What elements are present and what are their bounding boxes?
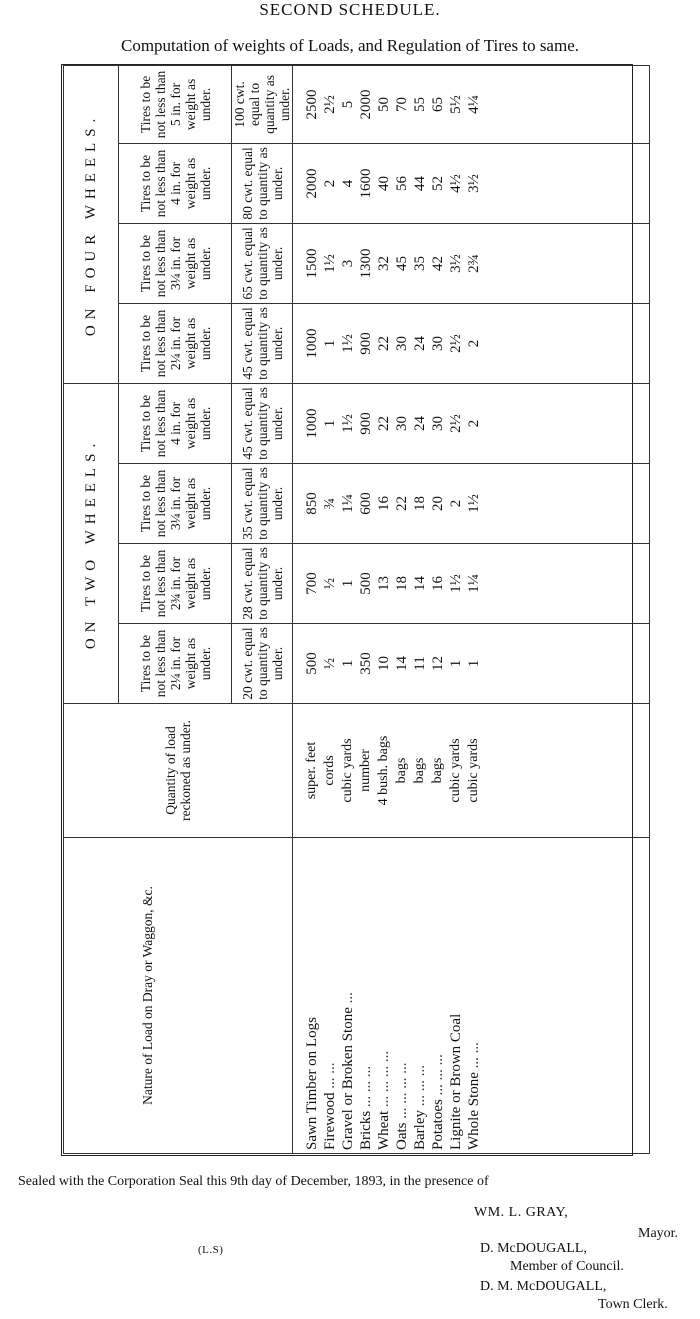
group-two-wheels: ON TWO WHEELS. — [64, 383, 119, 703]
units-column — [293, 704, 650, 838]
value-cell: 55 — [412, 96, 428, 112]
value-cell: 35 — [412, 255, 428, 271]
value-cell: 1½ — [340, 414, 356, 433]
item-row — [393, 841, 411, 1150]
value-cell: 16 — [430, 576, 446, 591]
value-cell: ½ — [322, 657, 338, 670]
item-leader: ... ... — [466, 1042, 482, 1073]
value-cell: 1300 — [358, 248, 374, 279]
item-name: Whole Stone — [466, 1072, 482, 1150]
values-column — [293, 544, 650, 624]
cwt-header: 20 cwt. equal to quantity as under. — [232, 624, 293, 704]
value-cell: 12 — [430, 656, 446, 671]
signature-councillor-role: Member of Council. — [510, 1259, 624, 1274]
value-cell: 20 — [430, 496, 446, 511]
item-name: Oats — [394, 1122, 410, 1150]
value-cell: 14 — [394, 656, 410, 671]
schedule-subtitle: Computation of weights of Loads, and Regulation of Tires to same. — [120, 36, 579, 55]
value-cell: 1½ — [466, 494, 482, 513]
item-leader: ... ... — [322, 1062, 338, 1093]
item-name: Lignite or Brown Coal — [448, 1013, 464, 1150]
value-cell: 13 — [376, 576, 392, 591]
value-cell: 1½ — [322, 254, 338, 273]
tire-header: Tires to be not less than 3¼ in. for weight as under. — [119, 464, 232, 544]
value-cell: 24 — [412, 335, 428, 351]
value-cell: 2½ — [448, 414, 464, 433]
item-row — [357, 841, 375, 1150]
value-cell: 2½ — [322, 95, 338, 114]
item-unit: cords — [322, 755, 337, 786]
sealed-statement: Sealed with the Corporation Seal this 9th day of December, 1893, in the presence of — [18, 1174, 489, 1189]
values-column — [293, 383, 650, 463]
values-column — [293, 223, 650, 303]
value-cell: 3½ — [448, 254, 464, 273]
tire-header: Tires to be not less than 2¼ in. for weight as under. — [119, 624, 232, 704]
value-cell: 24 — [412, 415, 428, 431]
value-cell: 42 — [430, 255, 446, 271]
item-name: Sawn Timber on Logs — [304, 1017, 320, 1150]
value-cell: 32 — [376, 255, 392, 271]
value-cell: 350 — [358, 652, 374, 675]
value-cell: 22 — [376, 415, 392, 431]
value-cell: 1000 — [304, 408, 320, 439]
value-cell: 30 — [430, 415, 446, 431]
tire-header: Tires to be not less than 2¾ in. for weight as under. — [119, 544, 232, 624]
signature-councillor-name: D. McDOUGALL, — [480, 1241, 587, 1256]
value-cell: ¾ — [322, 497, 338, 510]
value-cell: 1½ — [340, 334, 356, 353]
value-cell: 70 — [394, 96, 410, 112]
item-unit: 4 bush. bags — [376, 735, 391, 806]
quantity-header: Quantity of load reckoned as under. — [64, 704, 293, 838]
tire-header: Tires to be not less than 4 in. for weight as under. — [119, 143, 232, 223]
item-unit: cubic yards — [448, 738, 463, 803]
cwt-header: 65 cwt. equal to quantity as under. — [232, 223, 293, 303]
value-cell: 1 — [322, 419, 338, 428]
value-cell: 11 — [412, 656, 428, 671]
value-cell: 3 — [340, 259, 356, 268]
cwt-header: 100 cwt. equal to quantity as under. — [232, 65, 293, 143]
nature-header: Nature of Load on Dray or Waggon, &c. — [64, 838, 293, 1154]
value-cell: 16 — [376, 496, 392, 511]
tire-header: Tires to be not less than 5 in. for weight as under. — [119, 65, 232, 143]
item-unit: cubic yards — [340, 738, 355, 803]
seal-mark: (L.S) — [198, 1244, 224, 1256]
value-cell: 4 — [340, 179, 356, 188]
item-leader: ... ... ... — [358, 1065, 374, 1111]
value-cell: 900 — [358, 332, 374, 355]
value-cell: 1 — [340, 659, 356, 668]
value-cell: 1 — [340, 579, 356, 588]
item-leader: ... ... ... ... — [394, 1062, 410, 1123]
values-column — [293, 303, 650, 383]
value-cell: 1600 — [358, 168, 374, 199]
item-unit: bags — [412, 757, 427, 784]
item-leader: ... ... ... — [430, 1054, 446, 1100]
value-cell: 600 — [358, 492, 374, 515]
value-cell: 900 — [358, 412, 374, 435]
item-leader: ... ... ... ... — [376, 1050, 392, 1111]
signature-mayor-role: Mayor. — [638, 1226, 679, 1241]
value-cell: 2 — [322, 179, 338, 188]
value-cell: 56 — [394, 175, 410, 191]
value-cell: 850 — [304, 492, 320, 515]
item-row — [339, 841, 357, 1150]
value-cell: 1¼ — [340, 494, 356, 513]
cwt-header: 80 cwt. equal to quantity as under. — [232, 143, 293, 223]
values-column — [293, 624, 650, 704]
item-name: Firewood — [322, 1092, 338, 1150]
value-cell: 1 — [322, 339, 338, 348]
item-name: Wheat — [376, 1110, 392, 1150]
item-leader: ... — [340, 992, 356, 1008]
item-row — [321, 841, 339, 1150]
value-cell: 1500 — [304, 248, 320, 279]
value-cell: 50 — [376, 96, 392, 112]
cwt-header: 28 cwt. equal to quantity as under. — [232, 544, 293, 624]
value-cell: 4¼ — [466, 95, 482, 114]
tire-header: Tires to be not less than 2¼ in. for weight as under. — [119, 303, 232, 383]
value-cell: 2 — [466, 419, 482, 428]
value-cell: 1 — [448, 659, 464, 668]
tire-header: Tires to be not less than 4 in. for weight as under. — [119, 383, 232, 463]
value-cell: 5½ — [448, 95, 464, 114]
value-cell: 10 — [376, 656, 392, 671]
item-name: Bricks — [358, 1110, 374, 1150]
item-row — [429, 841, 447, 1150]
value-cell: 65 — [430, 96, 446, 112]
value-cell: 1000 — [304, 328, 320, 359]
value-cell: 2¾ — [466, 254, 482, 273]
value-cell: 44 — [412, 175, 428, 191]
cwt-header: 45 cwt. equal to quantity as under. — [232, 383, 293, 463]
item-unit: number — [358, 749, 373, 792]
signature-clerk-name: D. M. McDOUGALL, — [480, 1279, 607, 1294]
value-cell: 700 — [304, 572, 320, 595]
item-row — [303, 841, 321, 1150]
item-name: Potatoes — [430, 1099, 446, 1150]
value-cell: 14 — [412, 576, 428, 591]
value-cell: 500 — [358, 572, 374, 595]
value-cell: 18 — [412, 496, 428, 511]
item-unit: super. feet — [304, 741, 319, 800]
signature-clerk-role: Town Clerk. — [598, 1297, 668, 1312]
value-cell: 500 — [304, 652, 320, 675]
value-cell: 18 — [394, 576, 410, 591]
value-cell: 30 — [394, 335, 410, 351]
value-cell: 22 — [376, 335, 392, 351]
tire-header: Tires to be not less than 3¼ in. for weight as under. — [119, 223, 232, 303]
item-row — [447, 841, 465, 1150]
item-unit: bags — [430, 757, 445, 784]
value-cell: 2500 — [304, 89, 320, 120]
load-regulation-table — [63, 65, 650, 1154]
values-column — [293, 65, 650, 143]
item-unit: cubic yards — [466, 738, 481, 803]
value-cell: 2000 — [358, 89, 374, 120]
value-cell: 1¼ — [466, 574, 482, 593]
cwt-header: 35 cwt. equal to quantity as under. — [232, 464, 293, 544]
values-column — [293, 143, 650, 223]
value-cell: 1½ — [448, 574, 464, 593]
value-cell: 2½ — [448, 334, 464, 353]
rotated-table — [63, 66, 631, 1154]
items-column — [293, 838, 650, 1154]
schedule-title: SECOND SCHEDULE. — [259, 0, 441, 19]
value-cell: 1 — [466, 659, 482, 668]
values-column — [293, 464, 650, 544]
signature-mayor-name: WM. L. GRAY, — [474, 1205, 569, 1220]
item-row — [375, 841, 393, 1150]
value-cell: 2 — [466, 339, 482, 348]
value-cell: 30 — [430, 335, 446, 351]
value-cell: ½ — [322, 577, 338, 590]
item-row — [465, 841, 483, 1150]
value-cell: 4½ — [448, 174, 464, 193]
value-cell: 22 — [394, 496, 410, 511]
value-cell: 45 — [394, 255, 410, 271]
value-cell: 3½ — [466, 174, 482, 193]
item-unit: bags — [394, 757, 409, 784]
value-cell: 2000 — [304, 168, 320, 199]
item-leader: ... ... ... — [412, 1065, 428, 1111]
value-cell: 5 — [340, 100, 356, 109]
item-row — [411, 841, 429, 1150]
value-cell: 52 — [430, 175, 446, 191]
value-cell: 30 — [394, 415, 410, 431]
item-name: Gravel or Broken Stone — [340, 1007, 356, 1150]
value-cell: 2 — [448, 499, 464, 508]
item-name: Barley — [412, 1110, 428, 1150]
value-cell: 40 — [376, 175, 392, 191]
cwt-header: 45 cwt. equal to quantity as under. — [232, 303, 293, 383]
group-four-wheels: ON FOUR WHEELS. — [64, 65, 119, 383]
